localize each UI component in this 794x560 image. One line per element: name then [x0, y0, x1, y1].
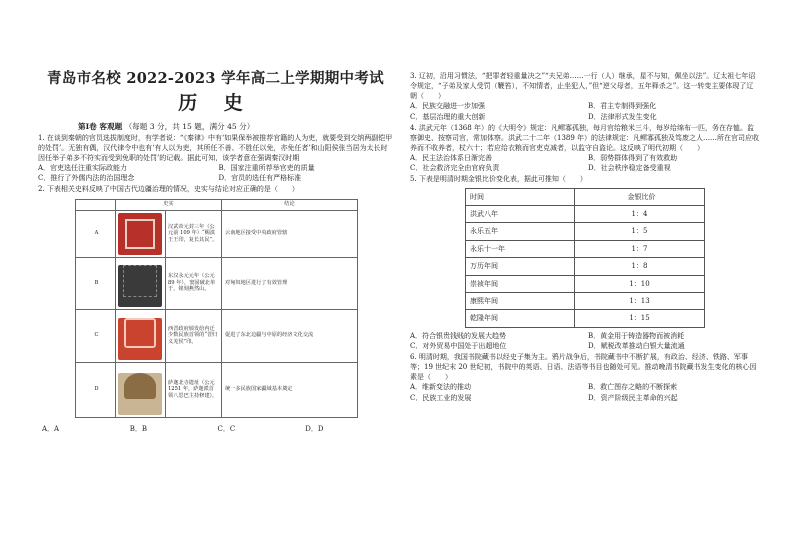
- table-header-blank: [76, 199, 116, 210]
- right-column: [410, 70, 760, 403]
- table-row: [76, 210, 358, 257]
- seal-image: [118, 318, 162, 360]
- question-6-stem: 6. 明清时期，我国书院藏书以经史子集为主。鸦片战争后，书院藏书中不断扩展，有政治、经济、铁路、军事等；19 世纪末 20 世纪初，书院中的英语、日语、法语等书目也随处可见。推动晚清书院藏书发生变化的核心因素是（ ）: [410, 352, 757, 382]
- section-heading: [38, 121, 393, 132]
- option: C．基层治理的重大创新: [410, 112, 486, 121]
- table-header-history: 史实: [116, 199, 222, 210]
- question-4-options: [410, 153, 760, 173]
- option: B．黄金用于铸造器物而被消耗: [588, 331, 685, 340]
- question-3-stem: 3. 辽初，沿用习惯法，“把罪者轻重量决之”“夫兄弟……一行（人）继承，星不与知，佩坐以法”。辽太祖七年诏令规定，“子弟及家人受罚（鞭笞），不知情者，止坐犯人，”但“逆父母者，五年释杀之”。这一转变主要体现了辽朝（ ）: [410, 72, 756, 101]
- row-history: 萨迦北寺遗址（公元 1251 年，萨迦派首领八思巴主持修建）。: [166, 362, 222, 417]
- question-2-table: [75, 199, 358, 418]
- table-row: [76, 257, 358, 309]
- option: B．B: [129, 424, 148, 433]
- temple-image: [118, 373, 162, 415]
- table-row: 洪武八年 1：4: [466, 205, 705, 222]
- table-row: 崇祯年间 1：10: [466, 275, 705, 292]
- section-label: 第Ⅰ卷 客观题: [78, 121, 123, 131]
- option: C．社会救济完全由官府负责: [410, 164, 500, 173]
- question-3-options: [410, 101, 760, 121]
- row-conclusion: 促进了东北边疆与中原的经济文化交流: [222, 309, 358, 362]
- section-note: （每题 3 分，共 15 题，满分 45 分）: [124, 121, 255, 131]
- option: A．A: [42, 424, 60, 433]
- row-history: 汉武帝元封三年（公元前 109 年）“赐滇王王印，复长其民”。: [166, 210, 222, 257]
- table-row: 乾隆年间 1：15: [466, 310, 705, 327]
- option: D．D: [305, 424, 324, 433]
- option: D．资产阶级民主革命的兴起: [588, 393, 678, 402]
- row-letter: B: [76, 257, 116, 309]
- table-row: 永乐五年 1：5: [466, 223, 705, 240]
- row-history: 西晋政府颁发给内迁少数民族首领的“晋归义羌侯”印。: [166, 309, 222, 362]
- table-header-conclusion: 结论: [222, 199, 358, 210]
- row-conclusion: 对匈奴地区进行了有效管理: [222, 257, 358, 309]
- option: A．维新变法的推动: [410, 383, 472, 392]
- question-2-stem: 2. 下表相关史料反映了中国古代边疆治理的情况，史实与结论对应正确的是（ ）: [38, 185, 299, 194]
- option: A．民主法治体系日渐完善: [410, 154, 493, 163]
- question-4-stem: 4. 洪武元年（1368 年）的《大明令》规定：凡鳏寡孤独，每月官给粮米三斗，每岁给绵布一匹，务在存恤。监察御史、按察司官，常加体察。洪武二十二年（1389 年）的法律规定：凡鳏寡孤独及笃废之人……所在官司应收养而不收养者，杖六十；若应给衣粮而官吏克减者，以监守自盗论。这反映了明代初期（ ）: [410, 123, 760, 152]
- question-5-stem: 5. 下表是明清时期金银比价变化表，据此可推知（ ）: [410, 175, 587, 184]
- row-letter: A: [76, 210, 116, 257]
- row-conclusion: 云南地区接受中央政府管辖: [222, 210, 358, 257]
- question-1-stem: 1. 在谈到秦朝的官员选拔制度时，有学者说：“《秦律》中有‘如果保举被推荐官籍的人为吏，就要受到交纳两副铠甲的处罚’。无独有偶，汉代律令中也有‘有人以为吏，其所任不善、不胜任以免，亦免任者’和山阳侯张当居为太长时因任举子弟多不符实而受到免职的处罚’的记载。据此可知，该学者意在强调秦汉时期: [38, 133, 393, 162]
- table-row: 万历年间 1：8: [466, 258, 705, 275]
- question-6-options: [410, 382, 760, 402]
- option: D．社会秩序稳定备受重视: [588, 164, 671, 173]
- column-header-time: 时间: [466, 188, 575, 205]
- option: A．民族交融进一步加强: [410, 102, 486, 111]
- question-5-options: [410, 331, 760, 351]
- question-1-options: [38, 163, 393, 183]
- option: D．法律形式发生变化: [588, 112, 657, 121]
- question-2-options: [38, 424, 393, 434]
- option: B．国家注重所荐举官吏的质量: [218, 164, 315, 173]
- option: B．君主专制得到强化: [588, 102, 657, 111]
- option: C．民族工业的发展: [410, 393, 472, 402]
- option: D．官员的选任有严格标准: [218, 174, 302, 183]
- option: C．对外贸易中国处于出超地位: [410, 341, 507, 350]
- column-header-ratio: 金银比价: [575, 188, 705, 205]
- option: A．官吏选任注重实际政能力: [38, 164, 128, 173]
- row-letter: C: [76, 309, 116, 362]
- table-row: 永乐十一年 1：7: [466, 240, 705, 257]
- row-letter: D: [76, 362, 116, 417]
- option: B．救亡图存之略的不断探索: [588, 383, 678, 392]
- table-row: [76, 309, 358, 362]
- option: B．弱势群体得到了有效救助: [588, 154, 678, 163]
- left-column: [38, 70, 393, 434]
- inscription-image: [118, 265, 162, 307]
- seal-image: [118, 213, 162, 255]
- row-history: 东汉永元元年（公元 89 年），窦固破北单于，铭刻燕然山。: [166, 257, 222, 309]
- gold-silver-ratio-table: [465, 188, 705, 328]
- option: C．C: [217, 424, 236, 433]
- option: C．推行了外儒内法的治国理念: [38, 174, 135, 183]
- subject-title: 历 史: [178, 92, 253, 115]
- table-row: 康熙年间 1：13: [466, 292, 705, 309]
- option: A．符合银贵钱贱的发展大趋势: [410, 331, 507, 340]
- page-title: 青岛市名校 2022-2023 学年高二上学期期中考试: [47, 70, 384, 87]
- table-row: [76, 362, 358, 417]
- option: D．赋税改革推动白银大量流通: [588, 341, 685, 350]
- row-conclusion: 统一多民族国家疆域基本奠定: [222, 362, 358, 417]
